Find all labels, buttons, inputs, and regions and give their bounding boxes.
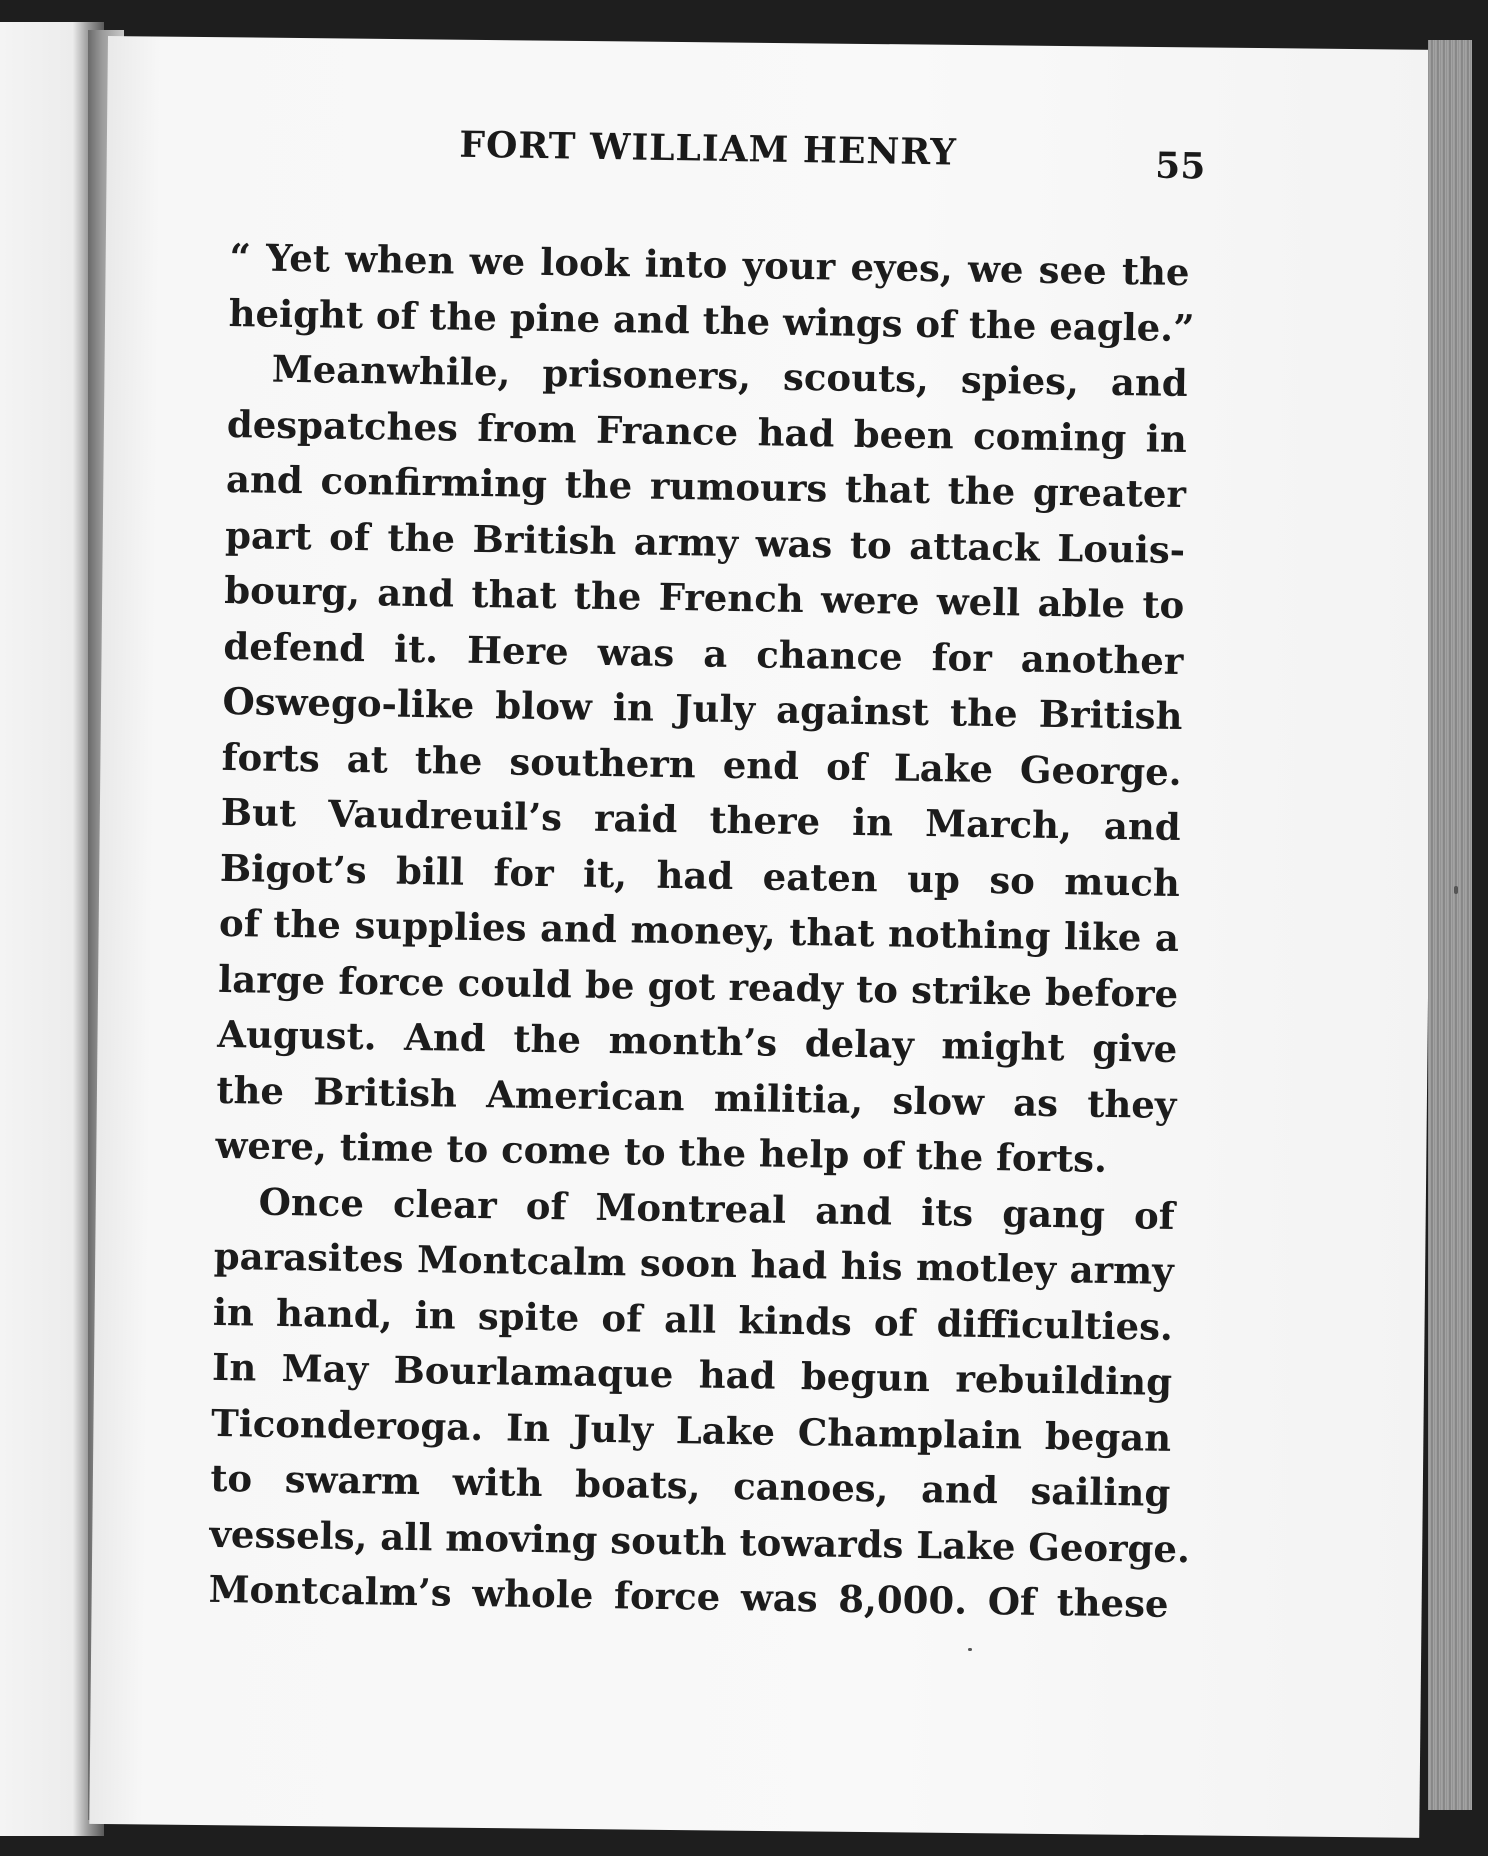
paper-speck	[968, 1648, 972, 1651]
text-line: despatches from France had been coming in	[226, 401, 1188, 461]
text-line: Once clear of Montreal and its gang of	[258, 1179, 1175, 1238]
text-line: Bigot’s bill for it, had eaten up so much	[219, 845, 1181, 905]
chapter-title: FORT WILLIAM HENRY	[459, 123, 958, 174]
text-line: parasites Montcalm soon had his motley army	[213, 1233, 1175, 1293]
text-line: forts at the southern end of Lake George.	[221, 734, 1182, 794]
text-line: to swarm with boats, canoes, and sailing	[210, 1455, 1171, 1515]
text-line: But Vaudreuil’s raid there in March, and	[220, 789, 1182, 850]
text-line: and confirming the rumours that the greater	[225, 456, 1187, 517]
text-line: Meanwhile, prisoners, scouts, spies, and	[271, 346, 1189, 406]
page-block-edge	[1428, 40, 1472, 1810]
text-line: the British American militia, slow as they	[216, 1067, 1177, 1127]
text-line: Ticonderoga. In July Lake Champlain began	[210, 1400, 1172, 1460]
text-line: of the supplies and money, that nothing like a	[218, 900, 1180, 960]
text-line: Montcalm’s whole force was 8,000. Of these	[208, 1566, 1169, 1626]
page-number: 55	[1154, 144, 1206, 188]
text-line: In May Bourlamaque had begun rebuilding	[211, 1344, 1173, 1404]
text-line: Oswego-like blow in July against the British	[222, 678, 1183, 739]
paper-speck	[1454, 886, 1458, 894]
text-line: part of the British army was to attack Louis-	[224, 512, 1186, 572]
text-line: in hand, in spite of all kinds of difficulties.	[212, 1289, 1174, 1349]
text-line: bourg, and that the French were well able to	[223, 567, 1185, 628]
text-line: were, time to come to the help of the forts.	[215, 1122, 1108, 1181]
text-line: “ Yet when we look into your eyes, we see the	[229, 234, 1190, 295]
text-line: height of the pine and the wings of the eagle.”	[228, 290, 1195, 350]
text-line: vessels, all moving south towards Lake George.	[209, 1511, 1191, 1571]
body-text	[208, 230, 1195, 1632]
text-line: August. And the month’s delay might give	[217, 1011, 1178, 1071]
text-line: large force could be got ready to strike before	[217, 956, 1179, 1016]
text-line: defend it. Here was a chance for another	[223, 623, 1184, 683]
